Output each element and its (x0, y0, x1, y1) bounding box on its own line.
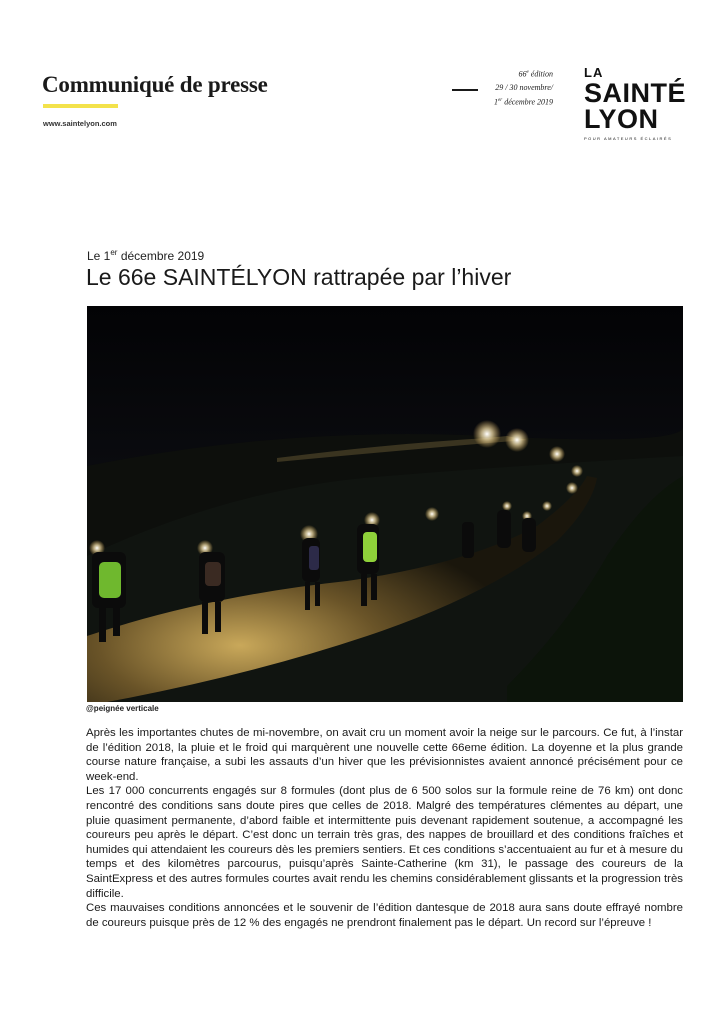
photo-credit: @peignée verticale (86, 704, 159, 713)
edition-divider (452, 89, 478, 91)
paragraph-3: Ces mauvaises conditions annoncées et le souvenir de l’édition dantesque de 2018 aura sans doute effrayé nombre de coureurs puisque près de 12 % des engagés ne prendront finalement pas le départ. Un record sur l’épreuve ! (86, 902, 683, 929)
saintelyon-logo (584, 66, 694, 141)
edition-number-line: 66e édition (518, 69, 553, 79)
edition-info (494, 66, 553, 108)
paragraph-1: Après les importantes chutes de mi-novembre, on avait cru un moment avoir la neige sur le parcours. Ce fut, à l’instar de l’édition 2018, la pluie et le froid qui marquèrent une nouvelle cette 66eme édition. La doyenne et la plus grande course nature française, a subi les assauts d’un hiver que les prévisionnistes avaient annoncé précisément pour ce week-end. (86, 727, 683, 783)
night-race-illustration (87, 306, 683, 702)
title-underline (43, 104, 118, 108)
article-date: Le 1er décembre 2019 (87, 248, 205, 263)
logo-tagline: POUR AMATEURS ÉCLAIRÉS (584, 136, 673, 141)
night-race-photo (87, 306, 683, 702)
logo-line-la: LA (584, 65, 604, 80)
press-release-title: Communiqué de presse (42, 72, 268, 97)
paragraph-2: Les 17 000 concurrents engagés sur 8 formules (dont plus de 6 500 solos sur la formule reine de 76 km) ont donc rencontré des conditions sans doute pires que celles de 2018. Malgré des températures clémentes au départ, une pluie quasiment permanente, d’abord faible et intermittente puis devenant rapidement soutenue, a accompagné les coureurs peu après le départ. C’est donc un terrain très gras, des nappes de brouillard et des conditions fraîches et humides qui attendaient les coureurs dès les premiers sentiers. Et ces conditions s’accentuaient au fur et à mesure du temps et des kilomètres parcourus, puisqu’après Sainte-Catherine (km 31), le passage des coureurs de la SaintExpress et des autres formules courtes avait rendu les chemins considérablement glissants et la progression très difficile. (86, 785, 683, 900)
website-url[interactable]: www.saintelyon.com (43, 119, 117, 128)
edition-dates-line1: 29 / 30 novembre/ (495, 82, 553, 92)
logo-line-lyon: LYON (584, 104, 659, 134)
logo-line-sainte: SAINTÉ (584, 78, 687, 108)
article-title: Le 66e SAINTÉLYON rattrapée par l’hiver (86, 264, 512, 290)
edition-dates-line2: 1er décembre 2019 (494, 97, 553, 107)
article-body (86, 726, 683, 930)
